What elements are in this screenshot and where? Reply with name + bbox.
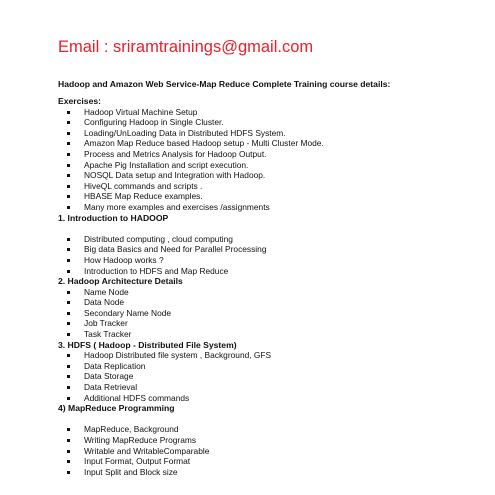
list-item: Input Format, Output Format	[58, 456, 488, 467]
list-item: MapReduce, Background	[58, 424, 488, 435]
section-hdfs	[58, 340, 488, 404]
bullet-icon	[67, 460, 70, 463]
bullet-icon	[67, 471, 70, 474]
list-item: Data Retrieval	[58, 382, 488, 393]
list-item: HBASE Map Reduce examples.	[58, 191, 488, 202]
list-item: Introduction to HDFS and Map Reduce	[58, 266, 488, 277]
bullet-list	[58, 424, 488, 477]
contact-email: Email : sriramtrainings@gmail.com	[58, 38, 314, 56]
list-item: Apache Pig Installation and script execution.	[58, 160, 488, 171]
bullet-icon	[67, 375, 70, 378]
bullet-icon	[67, 174, 70, 177]
bullet-icon	[67, 450, 70, 453]
bullet-icon	[67, 397, 70, 400]
list-item: Name Node	[58, 287, 488, 298]
bullet-icon	[67, 312, 70, 315]
section-heading: 3. HDFS ( Hadoop - Distributed File System)	[58, 339, 237, 350]
bullet-icon	[67, 354, 70, 357]
bullet-icon	[67, 386, 70, 389]
list-item: Data Replication	[58, 361, 488, 372]
list-item: Loading/UnLoading Data in Distributed HDFS System.	[58, 128, 488, 139]
list-item: Job Tracker	[58, 318, 488, 329]
bullet-icon	[67, 248, 70, 251]
list-item: Hadoop Distributed file system , Background, GFS	[58, 350, 488, 361]
bullet-list	[58, 350, 488, 403]
bullet-icon	[67, 439, 70, 442]
bullet-icon	[67, 142, 70, 145]
list-item: Input Split and Block size	[58, 467, 488, 478]
bullet-list	[58, 234, 488, 276]
list-item: Amazon Map Reduce based Hadoop setup - Multi Cluster Mode.	[58, 138, 488, 149]
list-item: Writing MapReduce Programs	[58, 435, 488, 446]
bullet-icon	[67, 301, 70, 304]
bullet-icon	[67, 238, 70, 241]
bullet-icon	[67, 365, 70, 368]
list-item: Task Tracker	[58, 329, 488, 340]
course-content	[58, 96, 488, 477]
section-hadoop-architecture	[58, 276, 488, 340]
bullet-icon	[67, 185, 70, 188]
bullet-icon	[67, 121, 70, 124]
list-item: Configuring Hadoop in Single Cluster.	[58, 117, 488, 128]
bullet-icon	[67, 259, 70, 262]
bullet-icon	[67, 322, 70, 325]
bullet-icon	[67, 291, 70, 294]
bullet-icon	[67, 164, 70, 167]
course-title: Hadoop and Amazon Web Service-Map Reduce Complete Training course details:	[58, 79, 391, 89]
bullet-icon	[67, 333, 70, 336]
section-heading: 2. Hadoop Architecture Details	[58, 276, 183, 287]
list-item: Big data Basics and Need for Parallel Processing	[58, 244, 488, 255]
list-item: HiveQL commands and scripts .	[58, 181, 488, 192]
bullet-icon	[67, 111, 70, 114]
bullet-list	[58, 107, 488, 213]
bullet-icon	[67, 153, 70, 156]
section-heading: 4) MapReduce Programming	[58, 403, 175, 414]
list-item: Hadoop Virtual Machine Setup	[58, 107, 488, 118]
list-item: Distributed computing , cloud computing	[58, 234, 488, 245]
list-item: Data Node	[58, 297, 488, 308]
bullet-list	[58, 287, 488, 340]
bullet-icon	[67, 428, 70, 431]
list-item: Process and Metrics Analysis for Hadoop Output.	[58, 149, 488, 160]
section-introduction-to-hadoop	[58, 213, 488, 277]
list-item: Additional HDFS commands	[58, 393, 488, 404]
section-heading: 1. Introduction to HADOOP	[58, 212, 169, 223]
bullet-icon	[67, 270, 70, 273]
bullet-icon	[67, 132, 70, 135]
list-item: NOSQL Data setup and Integration with Hadoop.	[58, 170, 488, 181]
list-item: Many more examples and exercises /assignments	[58, 202, 488, 213]
list-item: Writable and WritableComparable	[58, 446, 488, 457]
list-item: How Hadoop works ?	[58, 255, 488, 266]
bullet-icon	[67, 206, 70, 209]
bullet-icon	[67, 195, 70, 198]
section-exercises	[58, 96, 488, 213]
section-mapreduce-programming	[58, 403, 488, 477]
list-item: Data Storage	[58, 371, 488, 382]
list-item: Secondary Name Node	[58, 308, 488, 319]
section-heading: Exercises:	[58, 96, 102, 106]
